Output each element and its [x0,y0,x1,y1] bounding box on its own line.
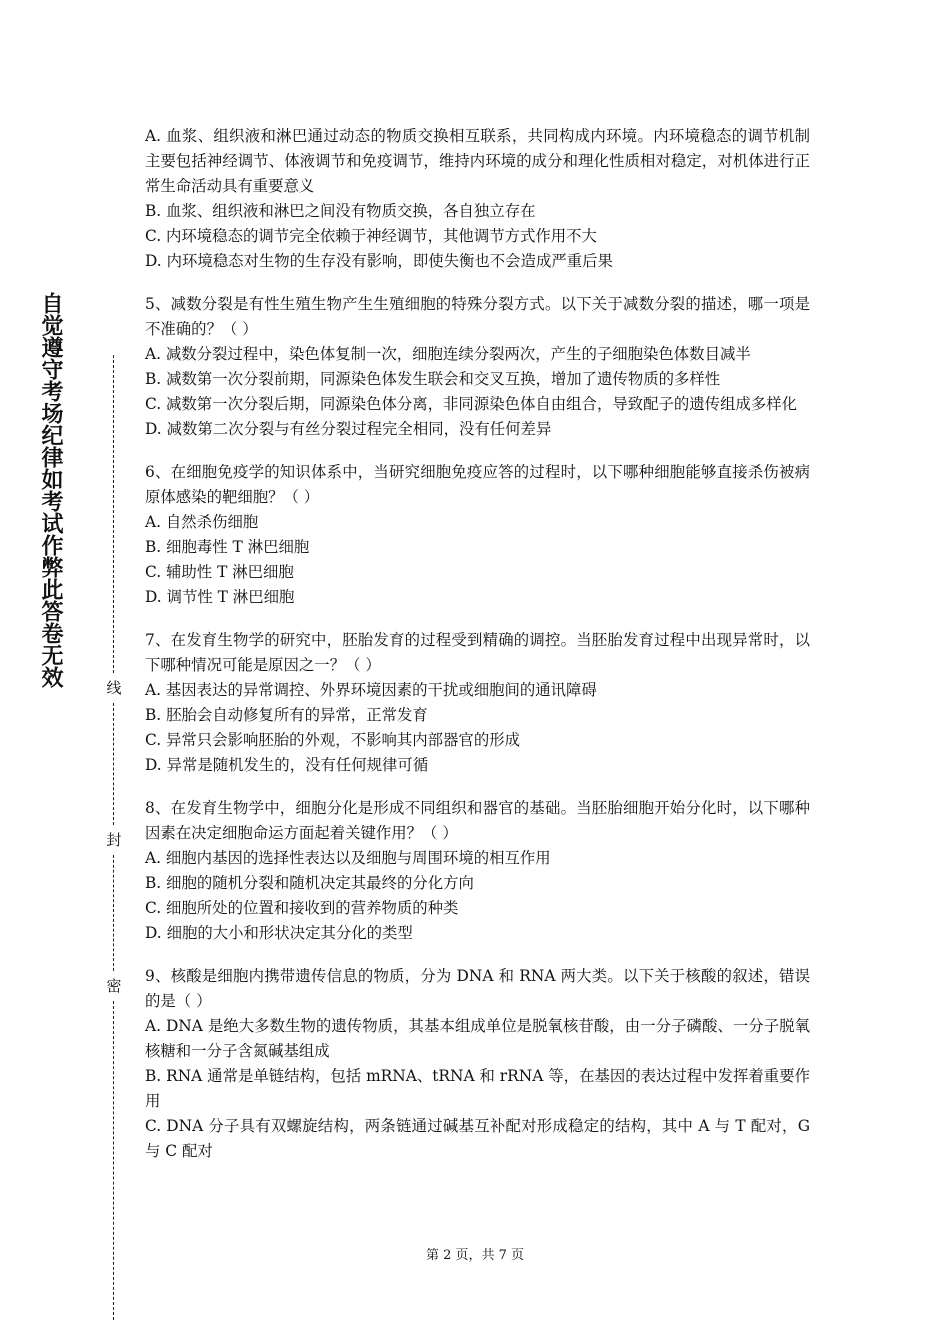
page-number-footer: 第 2 页，共 7 页 [425,1248,525,1263]
question-stem: 8、在发育生物学中，细胞分化是形成不同组织和器官的基础。当胚胎细胞开始分化时，以下哪种因素在决定细胞命运方面起着关键作用？（ ） [145,799,810,842]
option-d: D. 减数第二次分裂与有丝分裂过程完全相同，没有任何差异 [145,420,552,438]
option-c: C. DNA 分子具有双螺旋结构，两条链通过碱基互补配对形成稳定的结构，其中 A 与 T 配对，G 与 C 配对 [145,1117,810,1160]
option-c: C. 内环境稳态的调节完全依赖于神经调节，其他调节方式作用不大 [145,227,597,245]
question-9 [145,964,810,1164]
option-a: A. 减数分裂过程中，染色体复制一次，细胞连续分裂两次，产生的子细胞染色体数目减半 [145,345,751,363]
option-a: A. DNA 是绝大多数生物的遗传物质，其基本组成单位是脱氧核苷酸，由一分子磷酸、一分子脱氧核糖和一分子含氮碱基组成 [145,1017,810,1060]
binding-char-feng: 封 [100,829,128,851]
option-a: A. 细胞内基因的选择性表达以及细胞与周围环境的相互作用 [145,849,551,867]
binding-dash-segment [113,855,114,971]
binding-char-xian: 线 [100,677,128,699]
option-d: D. 调节性 T 淋巴细胞 [145,588,295,606]
binding-dash-segment [113,355,114,673]
question-8 [145,796,810,946]
question-stem: 6、在细胞免疫学的知识体系中，当研究细胞免疫应答的过程时，以下哪种细胞能够直接杀伤被病原体感染的靶细胞？（ ） [145,463,810,506]
option-b: B. 减数第一次分裂前期，同源染色体发生联会和交叉互换，增加了遗传物质的多样性 [145,370,721,388]
option-d: D. 异常是随机发生的，没有任何规律可循 [145,756,429,774]
question-stem: 5、减数分裂是有性生殖生物产生生殖细胞的特殊分裂方式。以下关于减数分裂的描述，哪一项是不准确的？（ ） [145,295,810,338]
option-c: C. 减数第一次分裂后期，同源染色体分离，非同源染色体自由组合，导致配子的遗传组成多样化 [145,395,798,413]
option-a: A. 自然杀伤细胞 [145,513,259,531]
option-a: A. 血浆、组织液和淋巴通过动态的物质交换相互联系，共同构成内环境。内环境稳态的调节机制主要包括神经调节、体液调节和免疫调节，维持内环境的成分和理化性质相对稳定，对机体进行正常生命活动具有重要意义 [145,127,810,195]
option-d: D. 细胞的大小和形状决定其分化的类型 [145,924,413,942]
option-d: D. 内环境稳态对生物的生存没有影响，即使失衡也不会造成严重后果 [145,252,613,270]
binding-line [100,355,130,1320]
option-c: C. 异常只会影响胚胎的外观，不影响其内部器官的形成 [145,731,520,749]
option-b: B. 细胞的随机分裂和随机决定其最终的分化方向 [145,874,474,892]
option-b: B. 胚胎会自动修复所有的异常，正常发育 [145,706,428,724]
binding-dash-segment [113,1001,114,1320]
question-5 [145,292,810,442]
question-4-continued [145,124,810,274]
option-b: B. RNA 通常是单链结构，包括 mRNA、tRNA 和 rRNA 等，在基因的表达过程中发挥着重要作用 [145,1067,810,1110]
question-6 [145,460,810,610]
exam-discipline-notice: 自觉遵守考场纪律如考试作弊此答卷无效 [38,292,63,688]
option-c: C. 细胞所处的位置和接收到的营养物质的种类 [145,899,459,917]
question-stem: 9、核酸是细胞内携带遗传信息的物质，分为 DNA 和 RNA 两大类。以下关于核酸的叙述，错误的是（ ） [145,967,810,1010]
option-c: C. 辅助性 T 淋巴细胞 [145,563,294,581]
binding-dash-segment [113,703,114,825]
question-stem: 7、在发育生物学的研究中，胚胎发育的过程受到精确的调控。当胚胎发育过程中出现异常时，以下哪种情况可能是原因之一？（ ） [145,631,810,674]
option-b: B. 细胞毒性 T 淋巴细胞 [145,538,310,556]
question-7 [145,628,810,778]
binding-char-mi: 密 [100,975,128,997]
option-a: A. 基因表达的异常调控、外界环境因素的干扰或细胞间的通讯障碍 [145,681,597,699]
question-list [145,124,810,1182]
option-b: B. 血浆、组织液和淋巴之间没有物质交换，各自独立存在 [145,202,536,220]
